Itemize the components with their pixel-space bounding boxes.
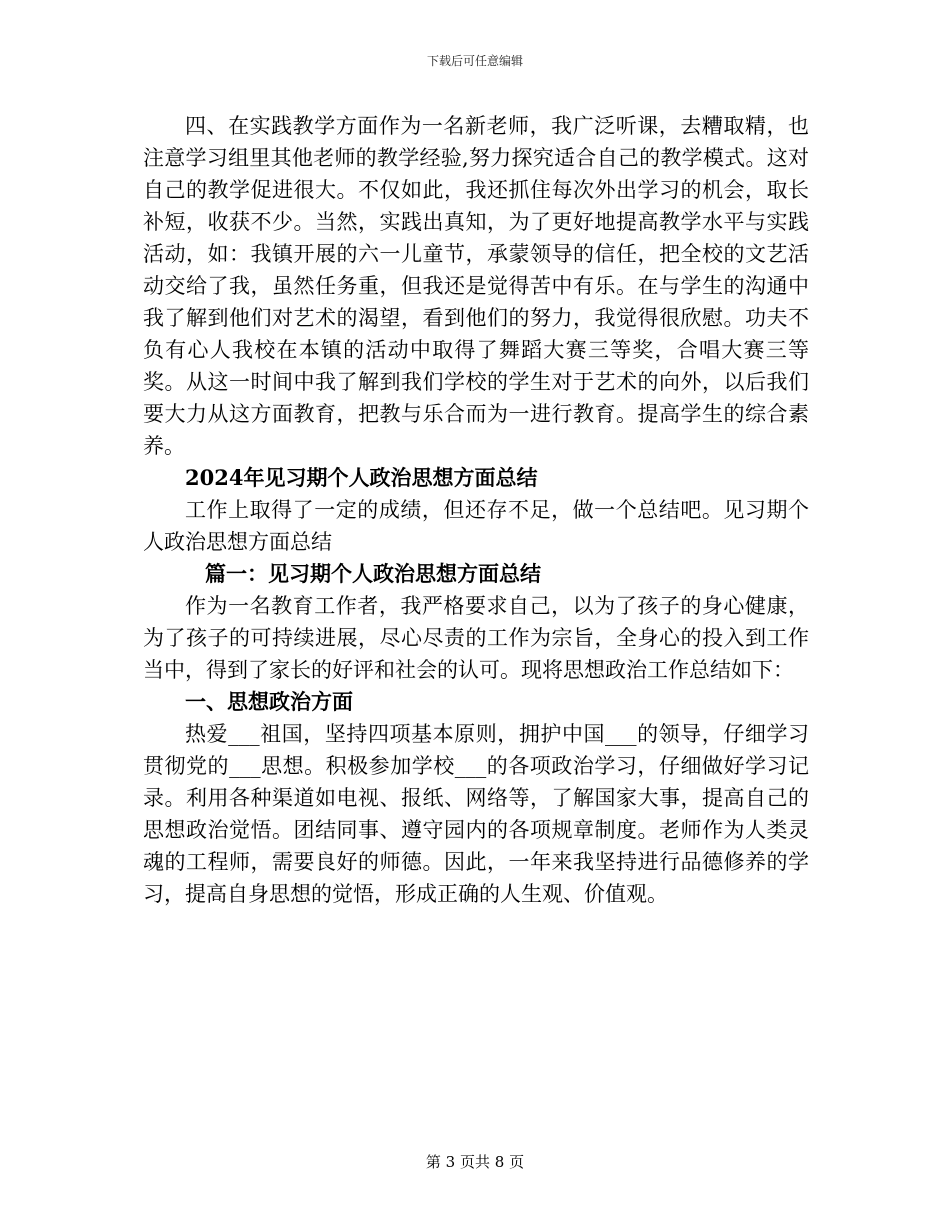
document-title: 2024年见习期个人政治思想方面总结 — [185, 465, 538, 490]
chapter-heading: 篇一：见习期个人政治思想方面总结 — [205, 561, 541, 586]
paragraph-overview: 作为一名教育工作者，我严格要求自己，以为了孩子的身心健康，为了孩子的可持续进展，尽心尽责的工作为宗旨，全身心的投入到工作当中，得到了家长的好评和社会的认可。现将思想政治工作总结如下： — [143, 594, 809, 682]
page-number: 第 3 页共 8 页 — [425, 1153, 525, 1171]
document-body — [143, 110, 809, 910]
header-note: 下载后可任意编辑 — [426, 54, 523, 68]
paragraph-politics: 热爱___祖国，坚持四项基本原则，拥护中国___的领导，仔细学习贯彻党的___思想。积极参加学校___的各项政治学习，仔细做好学习记录。利用各种渠道如电视、报纸、网络等，了解国家大事，提高自己的思想政治觉悟。团结同事、遵守园内的各项规章制度。老师作为人类灵魂的工程师，需要良好的师德。因此，一年来我坚持进行品德修养的学习，提高自身思想的觉悟，形成正确的人生观、价值观。 — [143, 722, 809, 906]
paragraph-intro: 工作上取得了一定的成绩，但还存不足，做一个总结吧。见习期个人政治思想方面总结 — [143, 498, 809, 554]
section-heading-politics: 一、思想政治方面 — [185, 689, 353, 714]
paragraph-teaching-practice: 四、在实践教学方面作为一名新老师，我广泛听课，去糟取精，也注意学习组里其他老师的教学经验,努力探究适合自己的教学模式。这对自己的教学促进很大。不仅如此，我还抓住每次外出学习的机会，取长补短，收获不少。当然，实践出真知，为了更好地提高教学水平与实践活动，如：我镇开展的六一儿童节，承蒙领导的信任，把全校的文艺活动交给了我，虽然任务重，但我还是觉得苦中有乐。在与学生的沟通中我了解到他们对艺术的渴望，看到他们的努力，我觉得很欣慰。功夫不负有心人我校在本镇的活动中取得了舞蹈大赛三等奖，合唱大赛三等奖。从这一时间中我了解到我们学校的学生对于艺术的向外，以后我们要大力从这方面教育，把教与乐合而为一进行教育。提高学生的综合素养。 — [143, 114, 809, 458]
